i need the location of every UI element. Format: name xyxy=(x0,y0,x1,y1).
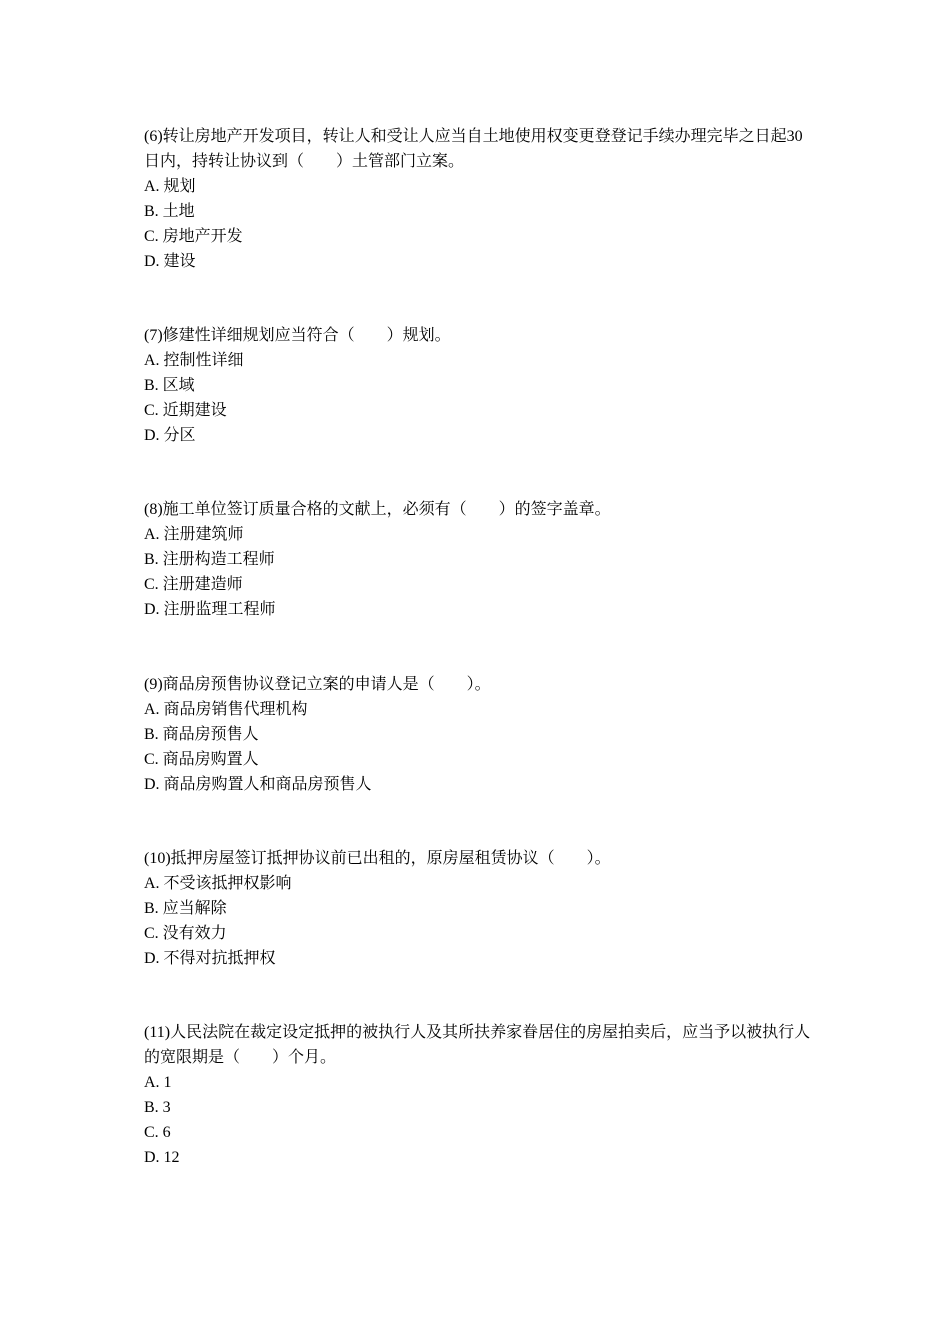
option-c: C. 房地产开发 xyxy=(144,228,243,245)
option-c: C. 注册建造师 xyxy=(144,576,243,593)
option-d: D. 12 xyxy=(144,1149,180,1166)
option-b: B. 商品房预售人 xyxy=(144,726,259,743)
option-b: B. 区域 xyxy=(144,377,195,394)
option-b: B. 3 xyxy=(144,1099,171,1116)
option-list xyxy=(144,871,814,971)
option-b: B. 应当解除 xyxy=(144,900,227,917)
option-list xyxy=(144,174,814,274)
question-text: (11)人民法院在裁定设定抵押的被执行人及其所扶养家眷居住的房屋拍卖后，应当予以被执行人的宽限期是（ ）个月。 xyxy=(144,1024,811,1066)
question-text: (7)修建性详细规划应当符合（ ）规划。 xyxy=(144,327,451,344)
option-a: A. 商品房销售代理机构 xyxy=(144,701,308,718)
option-list xyxy=(144,522,814,622)
question-text: (9)商品房预售协议登记立案的申请人是（ ）。 xyxy=(144,676,491,693)
question-6 xyxy=(144,124,814,274)
option-c: C. 6 xyxy=(144,1124,171,1141)
option-a: A. 控制性详细 xyxy=(144,352,244,369)
question-text: (8)施工单位签订质量合格的文献上，必须有（ ）的签字盖章。 xyxy=(144,501,611,518)
question-8 xyxy=(144,497,814,622)
option-a: A. 注册建筑师 xyxy=(144,526,244,543)
option-d: D. 建设 xyxy=(144,253,196,270)
option-c: C. 没有效力 xyxy=(144,925,227,942)
option-list xyxy=(144,1070,814,1170)
option-d: D. 注册监理工程师 xyxy=(144,601,276,618)
option-list xyxy=(144,697,814,797)
option-c: C. 近期建设 xyxy=(144,402,227,419)
option-b: B. 土地 xyxy=(144,203,195,220)
option-c: C. 商品房购置人 xyxy=(144,751,259,768)
question-text: (6)转让房地产开发项目，转让人和受让人应当自土地使用权变更登登记手续办理完毕之日起30日内，持转让协议到（ ）土管部门立案。 xyxy=(144,128,803,170)
question-11 xyxy=(144,1020,814,1170)
option-d: D. 不得对抗抵押权 xyxy=(144,950,276,967)
option-b: B. 注册构造工程师 xyxy=(144,551,275,568)
option-d: D. 分区 xyxy=(144,427,196,444)
question-7 xyxy=(144,323,814,448)
option-a: A. 1 xyxy=(144,1074,172,1091)
question-9 xyxy=(144,672,814,797)
question-text: (10)抵押房屋签订抵押协议前已出租的，原房屋租赁协议（ ）。 xyxy=(144,850,611,867)
option-a: A. 规划 xyxy=(144,178,196,195)
option-a: A. 不受该抵押权影响 xyxy=(144,875,292,892)
option-list xyxy=(144,348,814,448)
option-d: D. 商品房购置人和商品房预售人 xyxy=(144,776,372,793)
question-10 xyxy=(144,846,814,971)
